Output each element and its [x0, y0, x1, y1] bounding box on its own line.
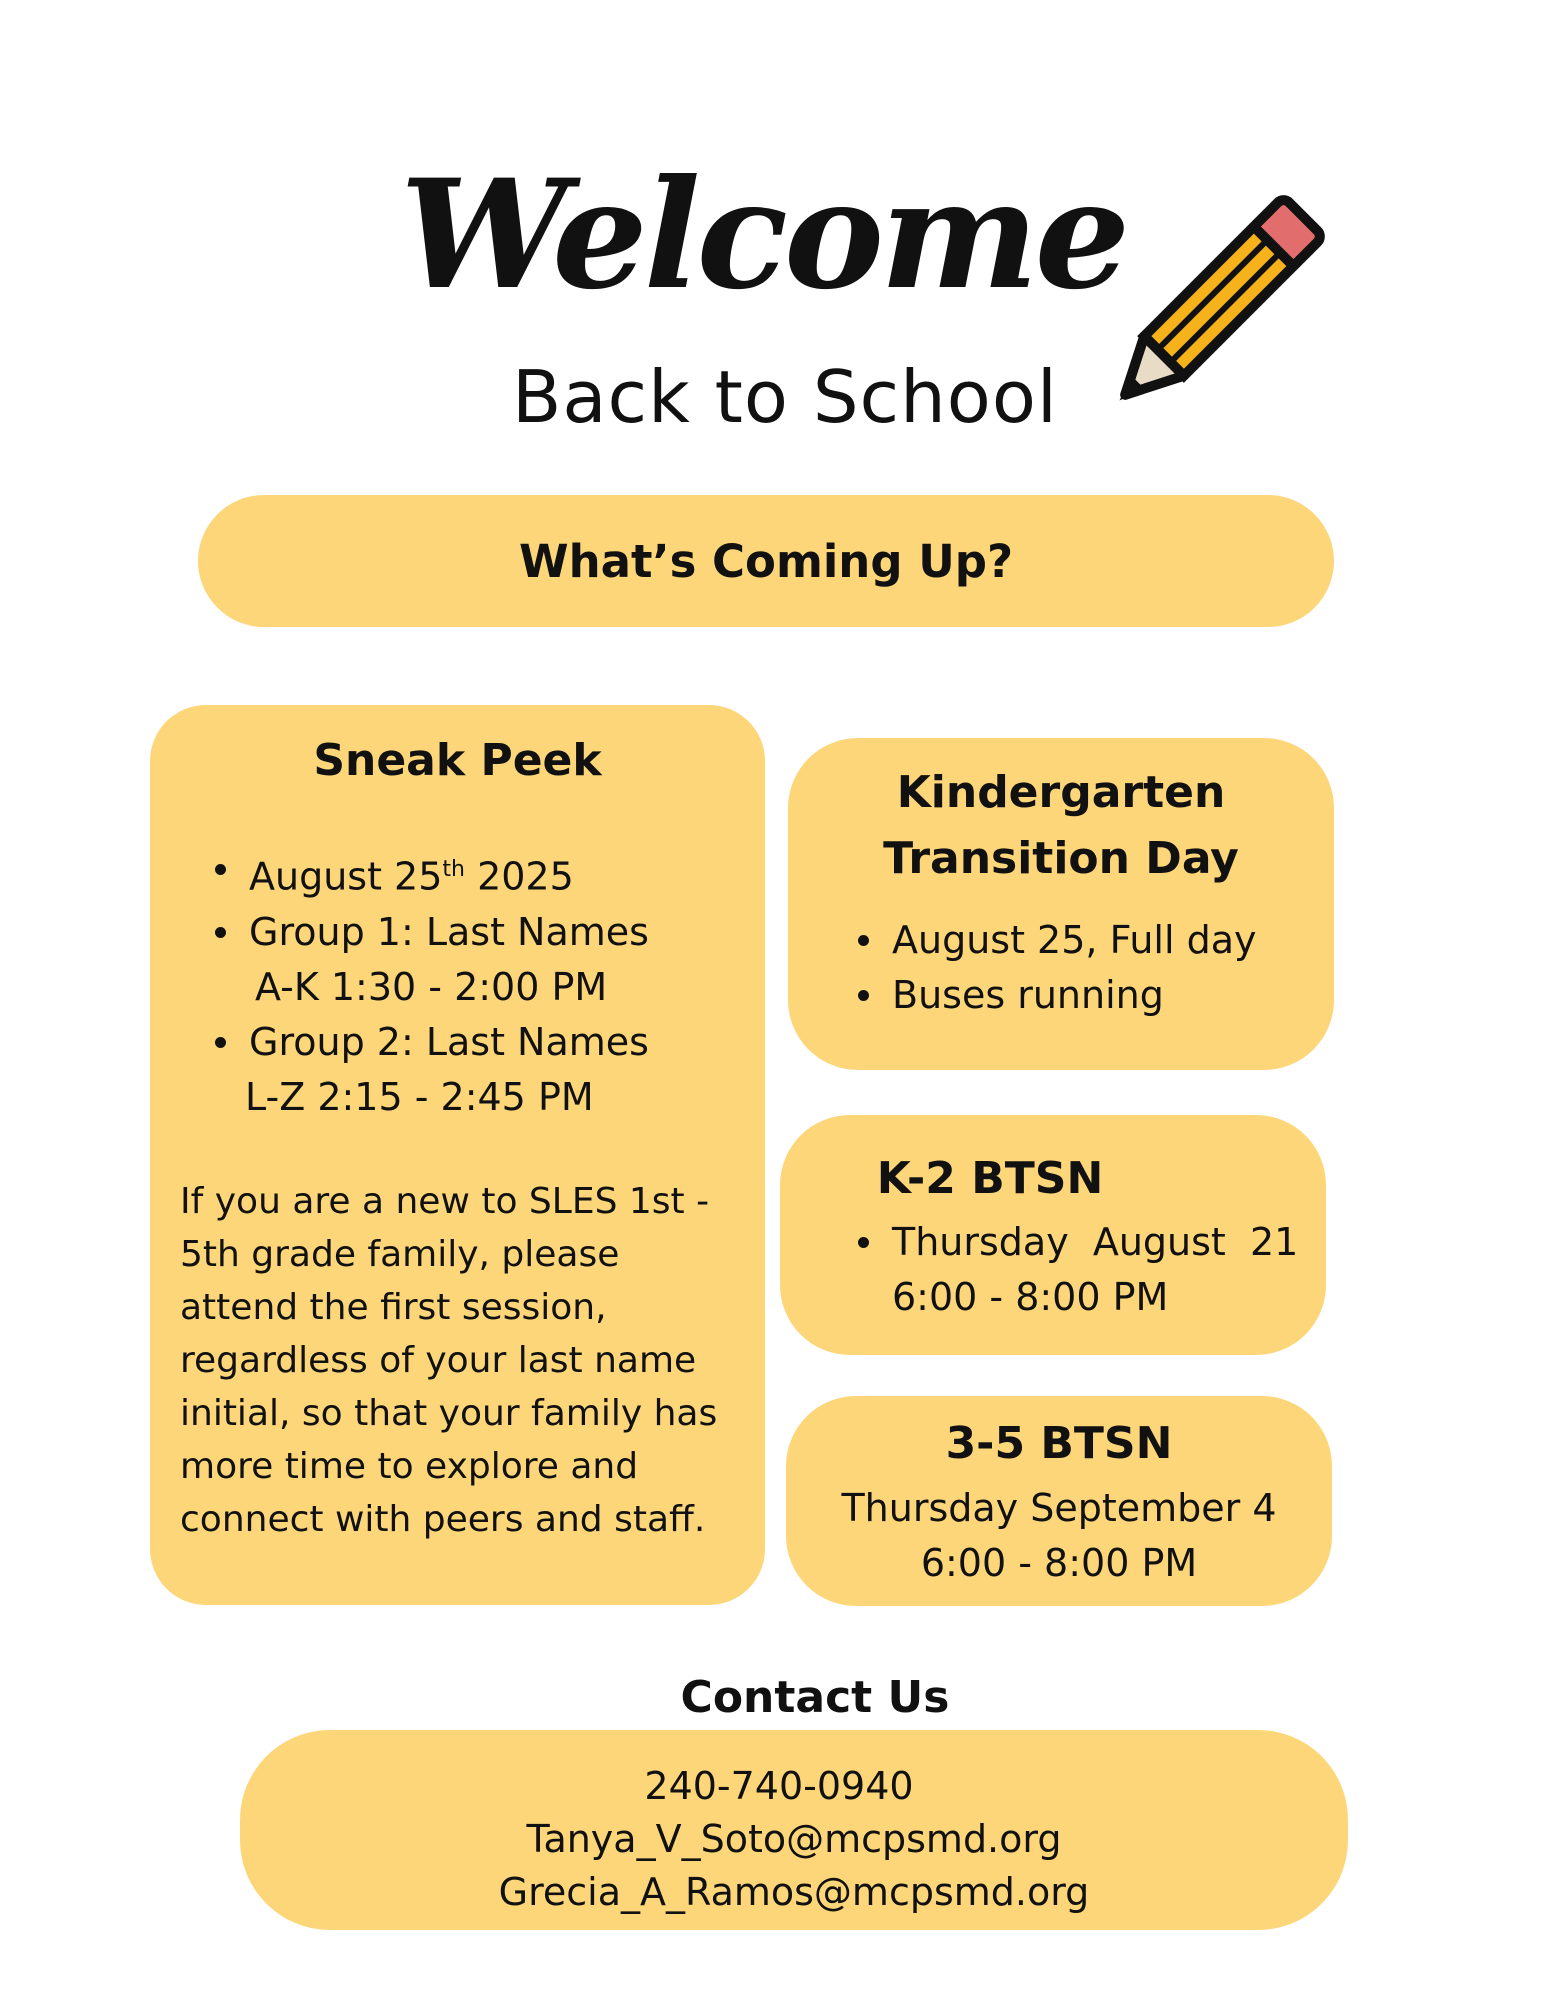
k2-list: [848, 1215, 1298, 1325]
k2-btsn-card: [780, 1115, 1326, 1355]
pencil-icon: [1060, 160, 1360, 460]
3-5-title: 3-5 BTSN: [945, 1418, 1173, 1469]
list-item: [205, 1015, 649, 1125]
note-line: 5th grade family, please: [180, 1234, 620, 1275]
section-title: What’s Coming Up?: [518, 534, 1014, 588]
kindergarten-transition-card: [788, 738, 1334, 1070]
sneak-peek-note: [180, 1175, 750, 1546]
k2-date: Thursday August 21: [892, 1220, 1299, 1264]
3-5-date: Thursday September 4: [841, 1486, 1277, 1530]
note-line: If you are a new to SLES 1st -: [180, 1181, 710, 1222]
k2-title: K-2 BTSN: [876, 1153, 1104, 1204]
list-item: Buses running: [848, 968, 1257, 1023]
list-item: [848, 1215, 1298, 1325]
group2-label: Group 2: Last Names: [249, 1019, 649, 1064]
sneak-peek-year: 2025: [465, 854, 574, 899]
group2-time: L-Z 2:15 - 2:45 PM: [245, 1074, 594, 1119]
list-item: [205, 905, 649, 1015]
3-5-time: 6:00 - 8:00 PM: [920, 1541, 1198, 1585]
3-5-details: [786, 1481, 1332, 1591]
date-ordinal: th: [442, 857, 465, 882]
3-5-btsn-card: [786, 1396, 1332, 1606]
sneak-peek-card: [150, 705, 765, 1605]
list-item: [205, 842, 649, 905]
list-item: August 25, Full day: [848, 913, 1257, 968]
note-line: regardless of your last name: [180, 1340, 697, 1381]
kindergarten-title-line2: Transition Day: [883, 833, 1239, 884]
kindergarten-title: [788, 760, 1334, 892]
whats-coming-up-banner: [198, 495, 1334, 627]
group1-time: A-K 1:30 - 2:00 PM: [255, 964, 608, 1009]
contact-phone: 240-740-0940: [644, 1764, 914, 1808]
contact-card: [240, 1730, 1348, 1930]
sneak-peek-list: [205, 842, 649, 1125]
kindergarten-title-line1: Kindergarten: [896, 767, 1226, 818]
contact-us-title: Contact Us: [680, 1672, 950, 1723]
welcome-title: Welcome: [400, 147, 1127, 323]
contact-details: [240, 1760, 1348, 1919]
back-to-school-subtitle: Back to School: [512, 355, 1058, 439]
contact-email-2[interactable]: Grecia_A_Ramos@mcpsmd.org: [498, 1870, 1090, 1914]
contact-email-1[interactable]: Tanya_V_Soto@mcpsmd.org: [526, 1817, 1062, 1861]
note-line: more time to explore and: [180, 1446, 639, 1487]
note-line: initial, so that your family has: [180, 1393, 718, 1434]
note-line: connect with peers and staff.: [180, 1499, 706, 1540]
sneak-peek-title: Sneak Peek: [313, 735, 602, 786]
sneak-peek-date: August 25: [249, 854, 443, 899]
note-line: attend the first session,: [180, 1287, 607, 1328]
kindergarten-list: [848, 913, 1257, 1023]
group1-label: Group 1: Last Names: [249, 909, 649, 954]
k2-time: 6:00 - 8:00 PM: [892, 1275, 1169, 1319]
